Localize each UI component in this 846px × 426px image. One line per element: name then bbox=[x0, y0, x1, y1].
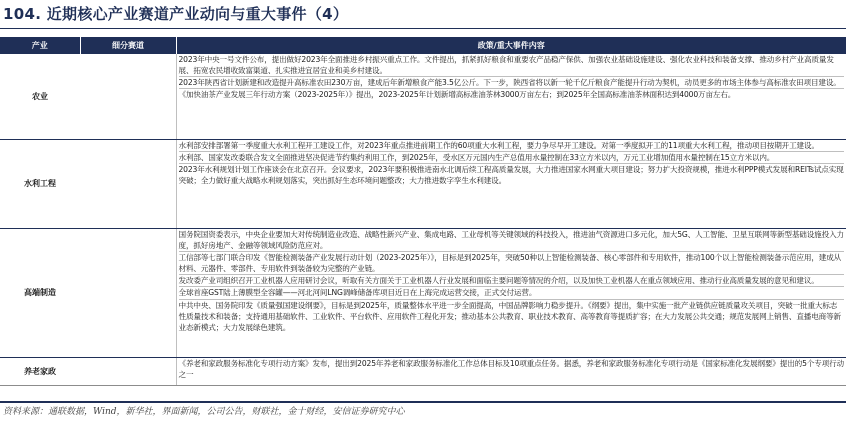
event-item: 《加快油茶产业发展三年行动方案（2023-2025年）》提出，2023-2025年计划新增高标准油茶林3000万亩左右；到2025年全国高标准油茶林面积达到4000万亩左右。 bbox=[178, 90, 736, 100]
table-header bbox=[0, 37, 846, 54]
segment-cell bbox=[80, 140, 176, 229]
events-table bbox=[0, 37, 846, 386]
industry-cell: 养老家政 bbox=[0, 358, 80, 386]
event-item: 《养老和家政服务标准化专项行动方案》发布，提出到2025年养老和家政服务标准化工作总体目标及10项重点任务。据悉，养老和家政服务标准化专项行动是《国家标准化发展纲要》提出的5个专项行动之一 bbox=[178, 359, 844, 380]
header-segment: 细分赛道 bbox=[80, 37, 176, 54]
segment-cell bbox=[80, 54, 176, 140]
event-item: 发改委产业司组织召开工业机器人应用研讨会议，听取有关方面关于工业机器人行业发展和面临主要问题等情况的介绍，以及加快工业机器人在重点领域应用、推动行业高质量发展的意见和建议。 bbox=[179, 275, 845, 287]
events-cell bbox=[176, 358, 846, 386]
industry-cell: 高端制造 bbox=[0, 229, 80, 358]
bottom-divider bbox=[0, 401, 846, 403]
event-item: 2023年水利规划计划工作座谈会在北京召开。会议要求，2023年要积极推进南水北调后续工程高质量发展，大力推进国家水网重大项目建设；努力扩大投资规模，推进水利PPP模式发展和REITs试点实现突破；全力做好重大战略水利规划落实，突出抓好生态环境问题整改；大力推进数字孪生水利建设。 bbox=[178, 165, 844, 186]
event-item: 水利部安排部署第一季度重大水利工程开工建设工作，对2023年重点推进前期工作的60项重大水利工程，要力争尽早开工建设。对第一季度拟开工的11项重大水利工程，推动项目按期开工建设。 bbox=[179, 140, 845, 152]
industry-cell: 水利工程 bbox=[0, 140, 80, 229]
event-item: 全球首座GST陆上薄膜型全容罐——河北河间LNG调峰储备库项目近日在上海完成运营交接，正式交付运营。 bbox=[179, 287, 845, 299]
table-row bbox=[0, 54, 846, 140]
table-row bbox=[0, 229, 846, 358]
header-industry: 产业 bbox=[0, 37, 80, 54]
industry-cell: 农业 bbox=[0, 54, 80, 140]
title-divider bbox=[0, 28, 846, 29]
source-note: 资料来源：通联数据，Wind，新华社，界面新闻，公司公告，财联社，金十财经，安信证券研究中心 bbox=[3, 407, 405, 417]
table-row bbox=[0, 358, 846, 386]
event-item: 2023年陕西省计划新建和改造提升高标准农田230万亩，建成后年新增粮食产能3.5亿公斤。下一步，陕西省将以新一轮千亿斤粮食产能提升行动为契机，动员更多的市场主体参与高标准农田项目建设。 bbox=[179, 77, 845, 89]
header-events: 政策/重大事件内容 bbox=[176, 37, 846, 54]
event-item: 中共中央、国务院印发《质量强国建设纲要》，目标是到2025年，质量整体水平进一步全面提高，中国品牌影响力稳步提升。《纲要》提出，集中实施一批产业链供应链质量攻关项目，突破一批重大标志性质量技术和装备；支持通用基础软件、工业软件、平台软件、应用软件工程化开发；推动基本公共教育、职业技术教育、高等教育等提质扩容；在大力发展公共交通；规范发展网上销售、直播电商等新业态新模式；大力发展绿色建筑。 bbox=[178, 300, 841, 332]
events-cell bbox=[176, 140, 846, 229]
event-item: 国务院国资委表示，中央企业要加大对传统制造业改造、战略性新兴产业、集成电路、工业母机等关键领域的科技投入，推进油气资源进口多元化，加大5G、人工智能、卫星互联网等新型基础设施投入力度，抓好房地产、金融等领域风险防范应对。 bbox=[179, 229, 845, 252]
segment-cell bbox=[80, 358, 176, 386]
event-item: 2023年中央一号文件公布，提出做好2023年全面推进乡村振兴重点工作。文件提出，抓紧抓好粮食和重要农产品稳产保供、加强农业基础设施建设、强化农业科技和装备支撑、推动乡村产业高质量发展、拓宽农民增收致富渠道、扎实推进宜居宜业和美乡村建设。 bbox=[179, 54, 845, 77]
events-cell bbox=[176, 54, 846, 140]
page-title: 104. 近期核心产业赛道产业动向与重大事件（4） bbox=[3, 5, 349, 23]
segment-cell bbox=[80, 229, 176, 358]
events-cell bbox=[176, 229, 846, 358]
event-item: 水利部、国家发改委联合发文全面推进坚决促进节约集约利用工作，到2025年，受水区万元国内生产总值用水量控制在33立方米以内，万元工业增加值用水量控制在15立方米以内。 bbox=[179, 152, 845, 164]
event-item: 工信部等七部门联合印发《智能检测装备产业发展行动计划（2023-2025年）》，目标是到2025年，突破50种以上智能检测装备、核心零部件和专用软件，推动100个以上智能检测装备示范应用，建成从材料、元器件、零部件、专用软件到装备较为完整的产业链。 bbox=[179, 252, 845, 275]
table-row bbox=[0, 140, 846, 229]
